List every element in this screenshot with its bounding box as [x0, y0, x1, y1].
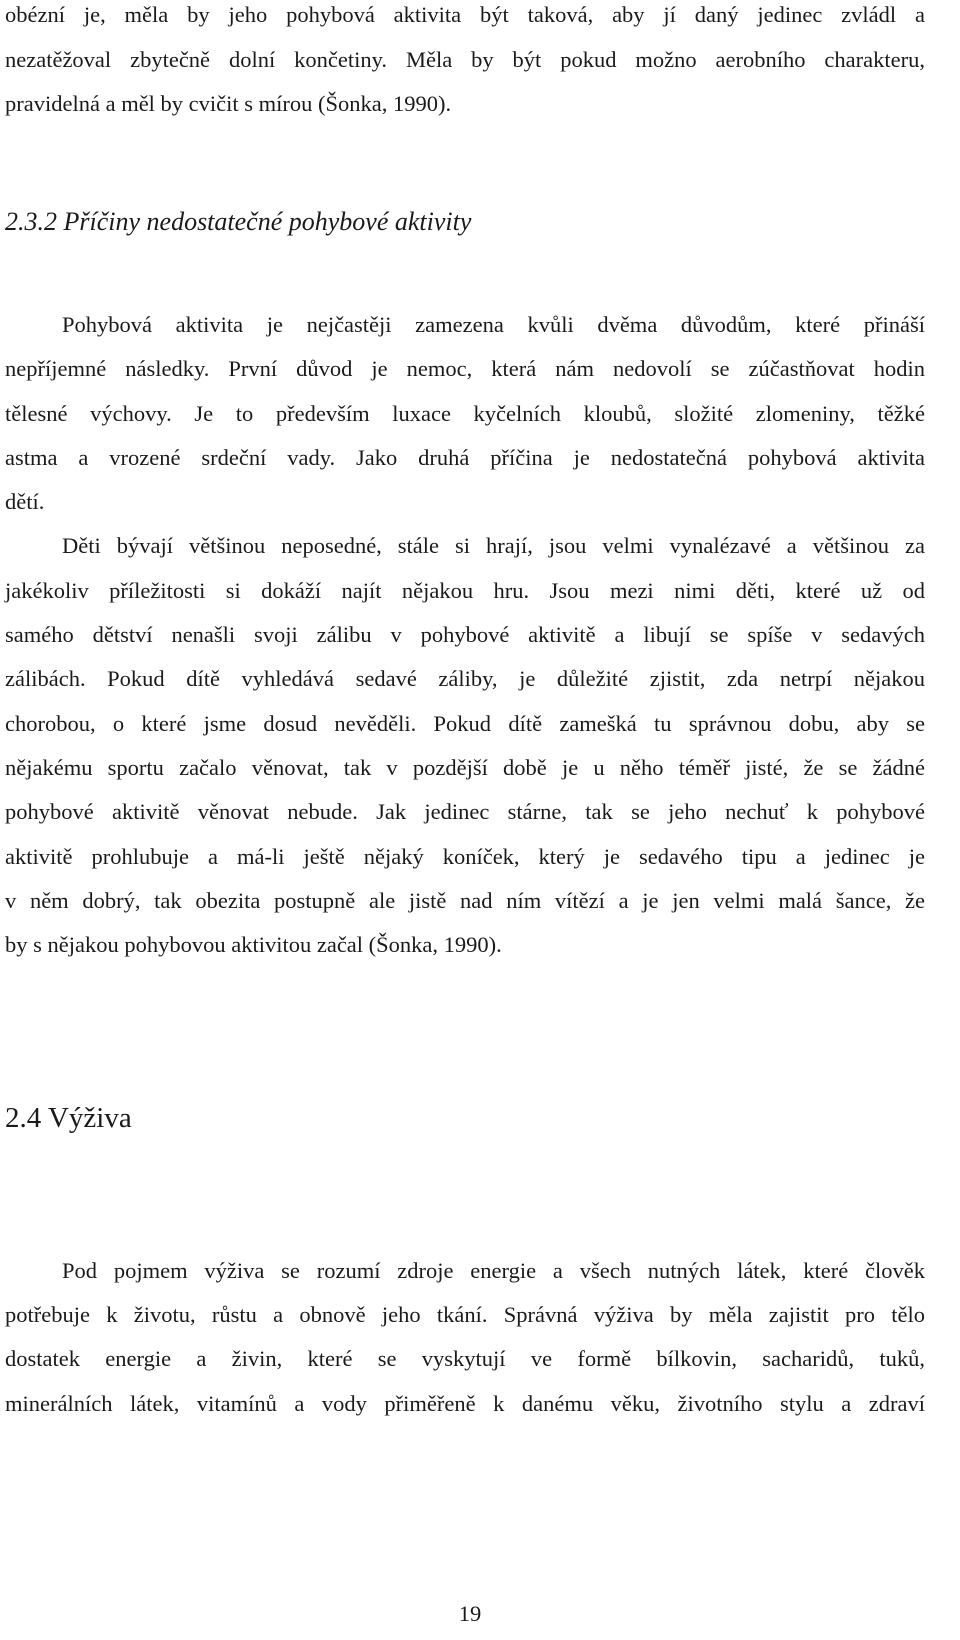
s232-p2-line-4: zálibách. Pokud dítě vyhledává sedavé záliby, je důležité zjistit, zda netrpí nějakou — [5, 666, 925, 691]
s232-p1-line-4: astma a vrozené srdeční vady. Jako druhá příčina je nedostatečná pohybová aktivita — [5, 445, 925, 470]
s232-p2-line-5: chorobou, o které jsme dosud nevěděli. Pokud dítě zamešká tu správnou dobu, aby se — [5, 711, 925, 736]
intro-line-2: nezatěžoval zbytečně dolní končetiny. Měla by být pokud možno aerobního charakteru, — [5, 47, 925, 72]
s232-p1-line-5: dětí. — [5, 489, 45, 514]
s232-p2-line-9: v něm dobrý, tak obezita postupně ale jistě nad ním vítězí a je jen velmi malá šance, že — [5, 888, 925, 913]
s232-p2-line-7: pohybové aktivitě věnovat nebude. Jak jedinec stárne, tak se jeho nechuť k pohybové — [5, 799, 925, 824]
s232-p2-line-10: by s nějakou pohybovou aktivitou začal (Šonka, 1990). — [5, 932, 502, 957]
s232-p2-line-6: nějakému sportu začalo věnovat, tak v pozdější době je u něho téměř jisté, že se žádné — [5, 755, 925, 780]
section-heading-2-4: 2.4 Výživa — [5, 1102, 132, 1134]
s24-p1-line-1: Pod pojmem výživa se rozumí zdroje energie a všech nutných látek, které člověk — [62, 1258, 925, 1283]
intro-line-1: obézní je, měla by jeho pohybová aktivita být taková, aby jí daný jedinec zvládl a — [5, 2, 925, 27]
s232-p2-line-1: Děti bývají většinou neposedné, stále si hrají, jsou velmi vynalézavé a většinou za — [62, 533, 925, 558]
s232-p1-line-3: tělesné výchovy. Je to především luxace kyčelních kloubů, složité zlomeniny, těžké — [5, 401, 925, 426]
s232-p2-line-8: aktivitě prohlubuje a má-li ještě nějaký koníček, který je sedavého tipu a jedinec je — [5, 844, 925, 869]
s24-p1-line-4: minerálních látek, vitamínů a vody přiměřeně k danému věku, životního stylu a zdraví — [5, 1391, 925, 1416]
page-number: 19 — [458, 1601, 482, 1626]
s24-p1-line-3: dostatek energie a živin, které se vyskytují ve formě bílkovin, sacharidů, tuků, — [5, 1346, 925, 1371]
s232-p2-line-3: samého dětství nenašli svoji zálibu v pohybové aktivitě a libují se spíše v sedavých — [5, 622, 925, 647]
s232-p2-line-2: jakékoliv příležitosti si dokáží najít nějakou hru. Jsou mezi nimi děti, které už od — [5, 578, 925, 603]
section-heading-2-3-2: 2.3.2 Příčiny nedostatečné pohybové aktivity — [5, 207, 472, 236]
s232-p1-line-2: nepříjemné následky. První důvod je nemoc, která nám nedovolí se zúčastňovat hodin — [5, 356, 925, 381]
s232-p1-line-1: Pohybová aktivita je nejčastěji zamezena kvůli dvěma důvodům, které přináší — [62, 312, 925, 337]
s24-p1-line-2: potřebuje k životu, růstu a obnově jeho tkání. Správná výživa by měla zajistit pro tělo — [5, 1302, 925, 1327]
intro-line-3: pravidelná a měl by cvičit s mírou (Šonka, 1990). — [5, 91, 452, 116]
